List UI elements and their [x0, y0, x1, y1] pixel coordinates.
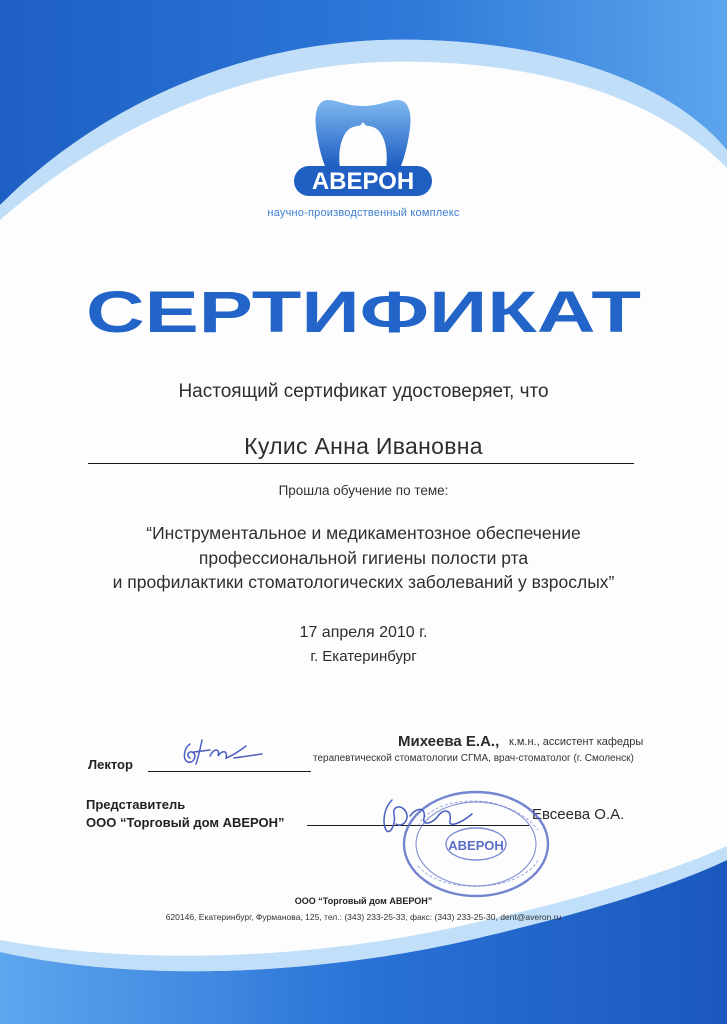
lecturer-signature-line — [148, 771, 311, 772]
averon-logo-icon — [288, 92, 438, 204]
representative-company: ООО “Торговый дом АВЕРОН” — [86, 815, 285, 830]
lecturer-label: Лектор — [88, 757, 133, 772]
course-topic — [0, 521, 727, 595]
issue-city: г. Екатеринбург — [310, 648, 417, 665]
intro-text: Настоящий сертификат удостоверяет, что — [178, 381, 549, 402]
stamp-center-text: АВЕРОН — [448, 838, 504, 853]
heading-text: СЕРТИФИКАТ — [86, 280, 641, 340]
representative-label: Представитель — [86, 797, 186, 812]
topic-line: “Инструментальное и медикаментозное обеспечение — [146, 523, 581, 543]
org-subtitle: научно-производственный комплекс — [267, 207, 460, 219]
logo-text: АВЕРОН — [311, 168, 415, 195]
lecturer-title: к.м.н., ассистент кафедры — [509, 736, 644, 748]
representative-signature — [372, 794, 482, 840]
lecturer-name: Михеева Е.А., — [398, 733, 500, 750]
lecturer-department: терапевтической стоматологии СГМА, врач-стоматолог (г. Смоленск) — [313, 753, 634, 764]
topic-line: и профилактики стоматологических заболеваний у взрослых” — [112, 572, 615, 592]
name-underline — [88, 463, 634, 464]
representative-name: Евсеева О.А. — [532, 806, 625, 823]
topic-line: профессиональной гигиены полости рта — [198, 547, 529, 568]
footer-address: 620146, Екатеринбург, Фурманова, 125, тел.: (343) 233-25-33, факс: (343) 233-25-30, dent@averon.ru — [165, 912, 562, 922]
footer-company: ООО “Торговый дом АВЕРОН” — [294, 896, 433, 906]
topic-intro: Прошла обучение по теме: — [278, 483, 449, 498]
certificate-heading — [80, 280, 647, 340]
issue-date: 17 апреля 2010 г. — [299, 624, 428, 641]
lecturer-signature — [176, 734, 276, 770]
recipient-name: Кулис Анна Ивановна — [244, 433, 483, 459]
